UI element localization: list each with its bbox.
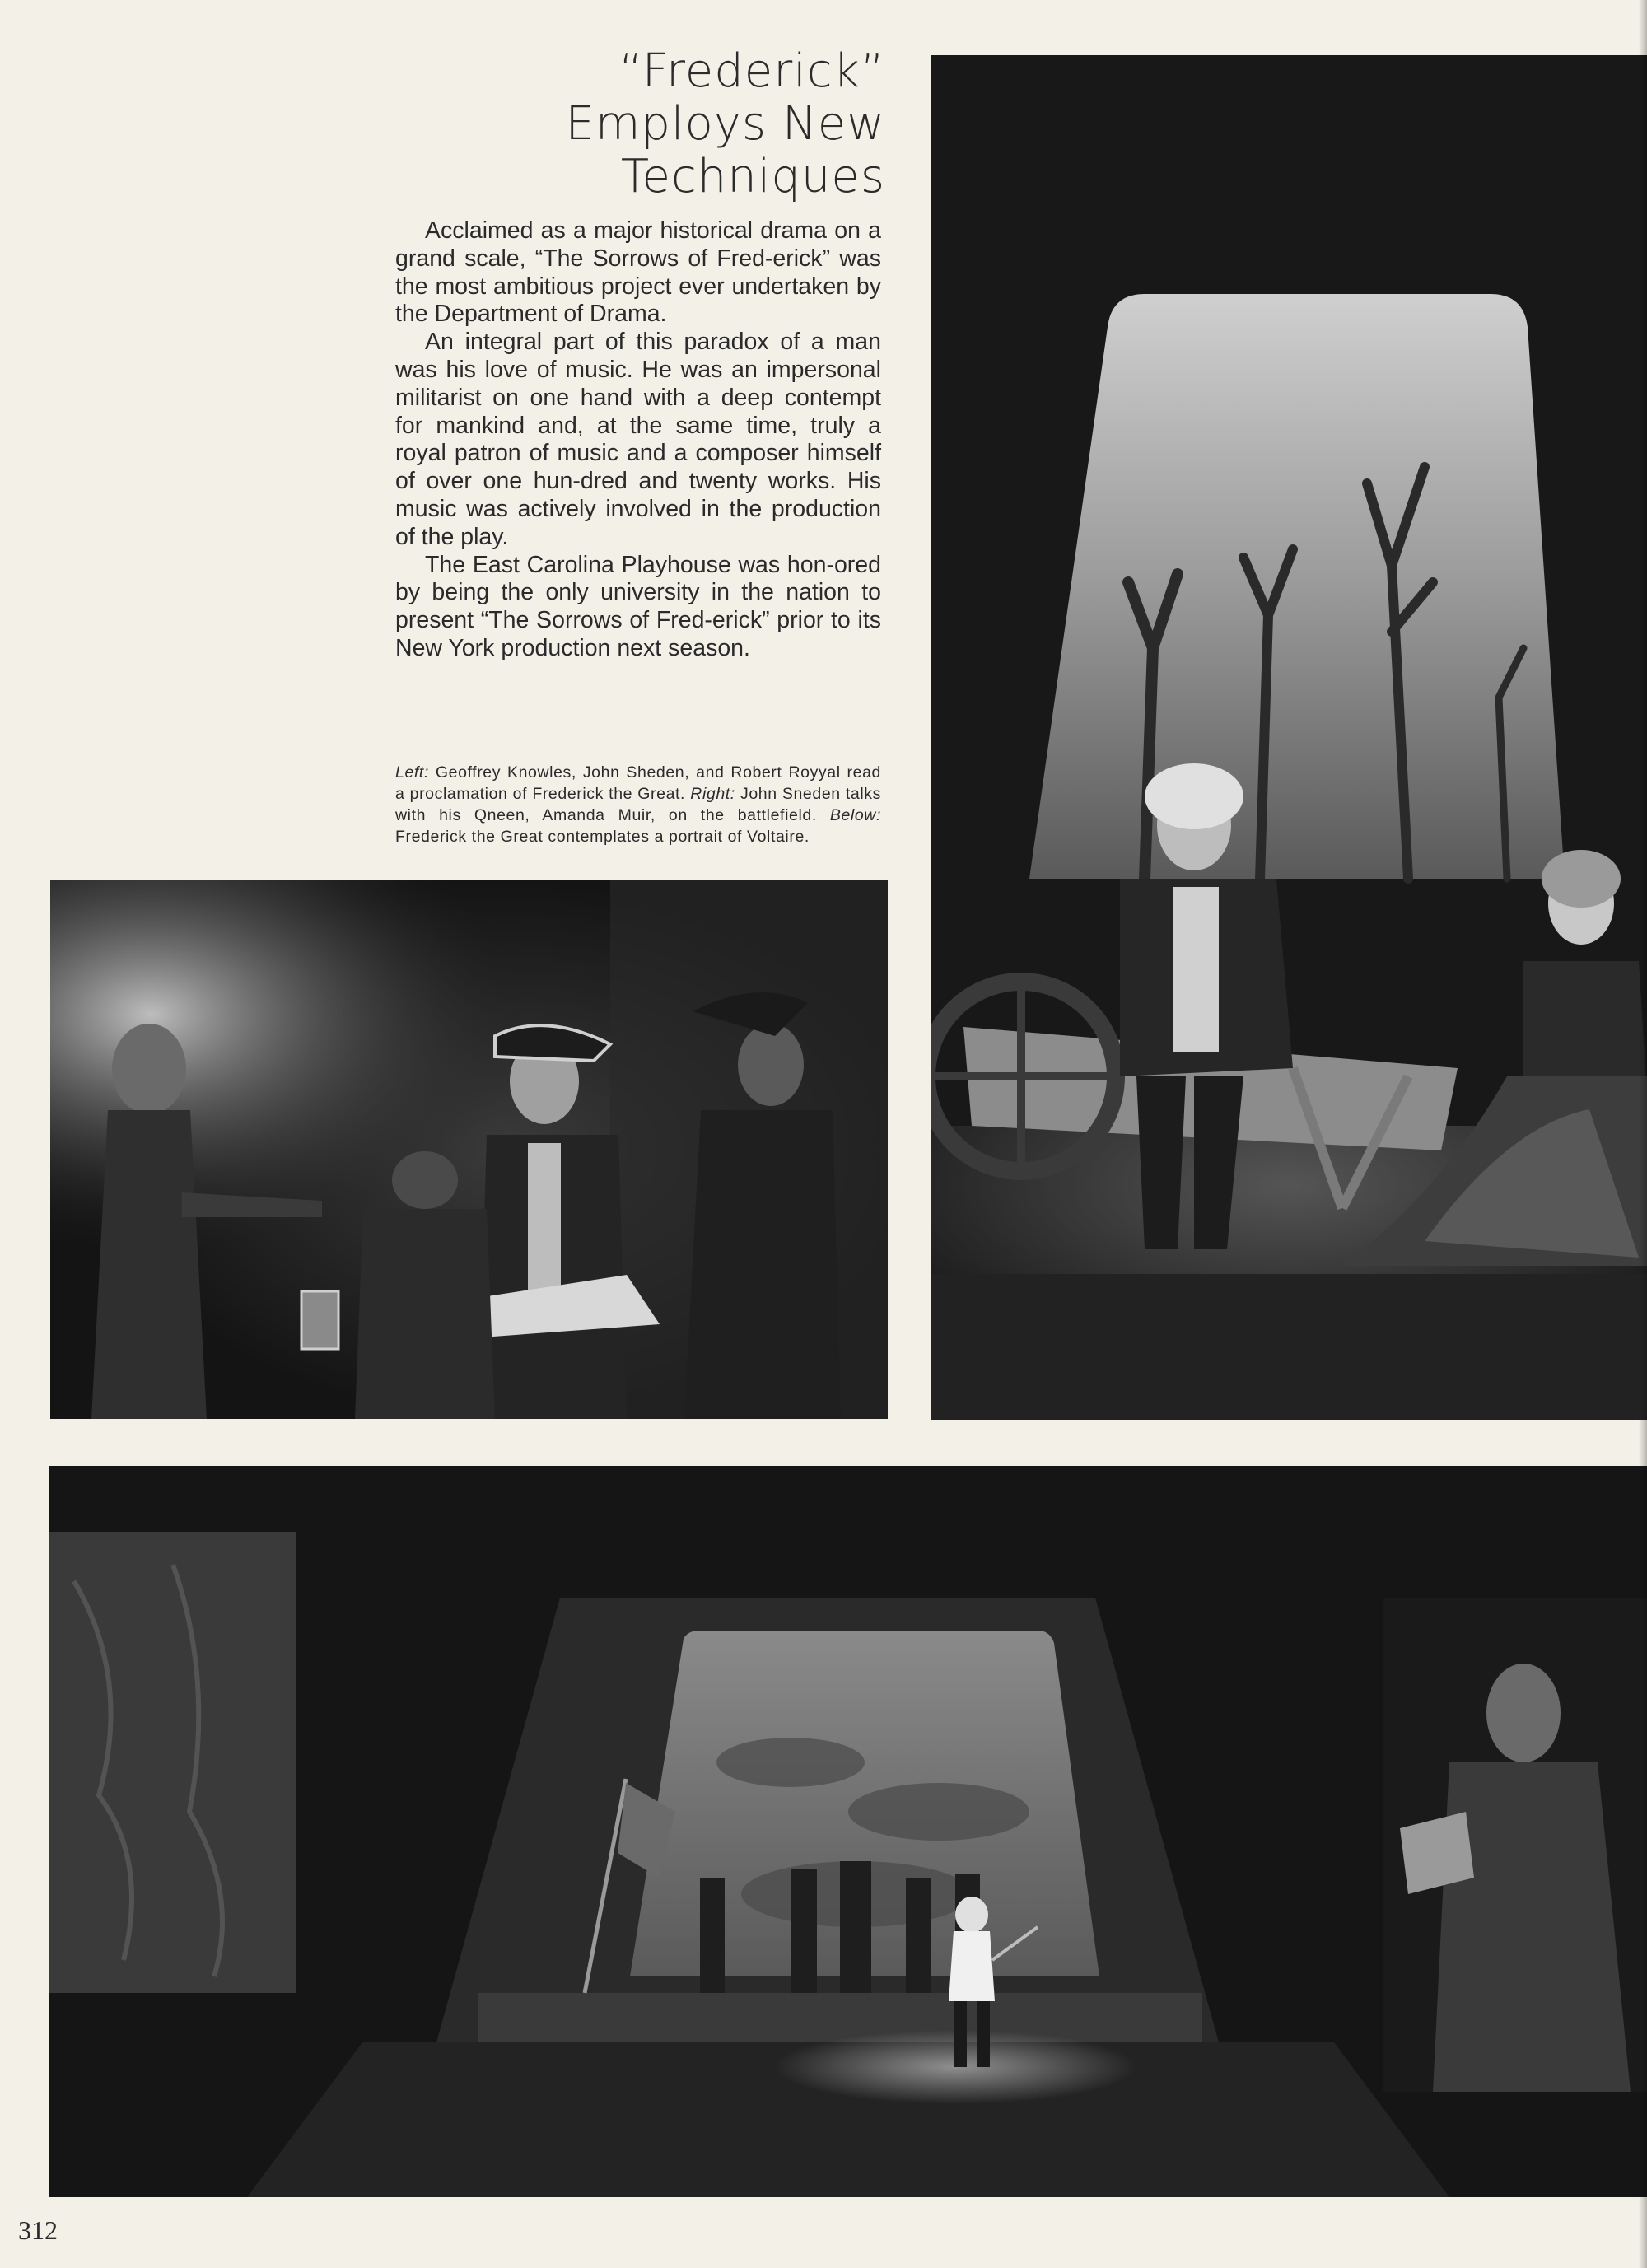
photo-right-battlefield [931,55,1647,1420]
caption-below-text: Frederick the Great contemplates a portrait of Voltaire. [395,828,810,846]
body-paragraph-3: The East Carolina Playhouse was hon-ored by being the only university in the nation to present “The Sorrows of Fred-erick” prior to its New York production next season. [395,551,881,661]
headline-line-1: “Frederick” [618,44,885,98]
page-edge-shadow [1639,0,1647,2268]
photo-left-proclamation [50,880,888,1419]
page-number: 312 [18,2215,58,2245]
headline-line-3: Techniques [620,150,885,203]
article-body [395,217,881,663]
caption-right-label: Right: [690,785,735,803]
caption-left-label: Left: [395,763,429,782]
body-paragraph-2: An integral part of this paradox of a man was his love of music. He was an impersonal militarist on one hand with a deep contempt for mankind and, at the same time, truly a royal patron of music and a composer himself of over one hun-dred and twenty works. His music was actively involved in the production of the play. [395,329,881,550]
photo-below-voltaire-portrait [49,1466,1647,2197]
headline-line-2: Employs New [565,97,885,151]
photo-caption [395,762,881,847]
caption-below-label: Below: [829,806,881,824]
caption-left-text: Geoffrey Knowles, John Sheden, and Robert Royyal read a proclamation of Frederick the Great. [395,763,881,803]
caption-right-text: John Sneden talks with his Qneen, Amanda Muir, on the battlefield. [395,785,881,824]
body-paragraph-1: Acclaimed as a major historical drama on a grand scale, “The Sorrows of Fred-erick” was the most ambitious project ever undertaken by the Department of Drama. [395,217,881,328]
article-headline [387,45,885,203]
